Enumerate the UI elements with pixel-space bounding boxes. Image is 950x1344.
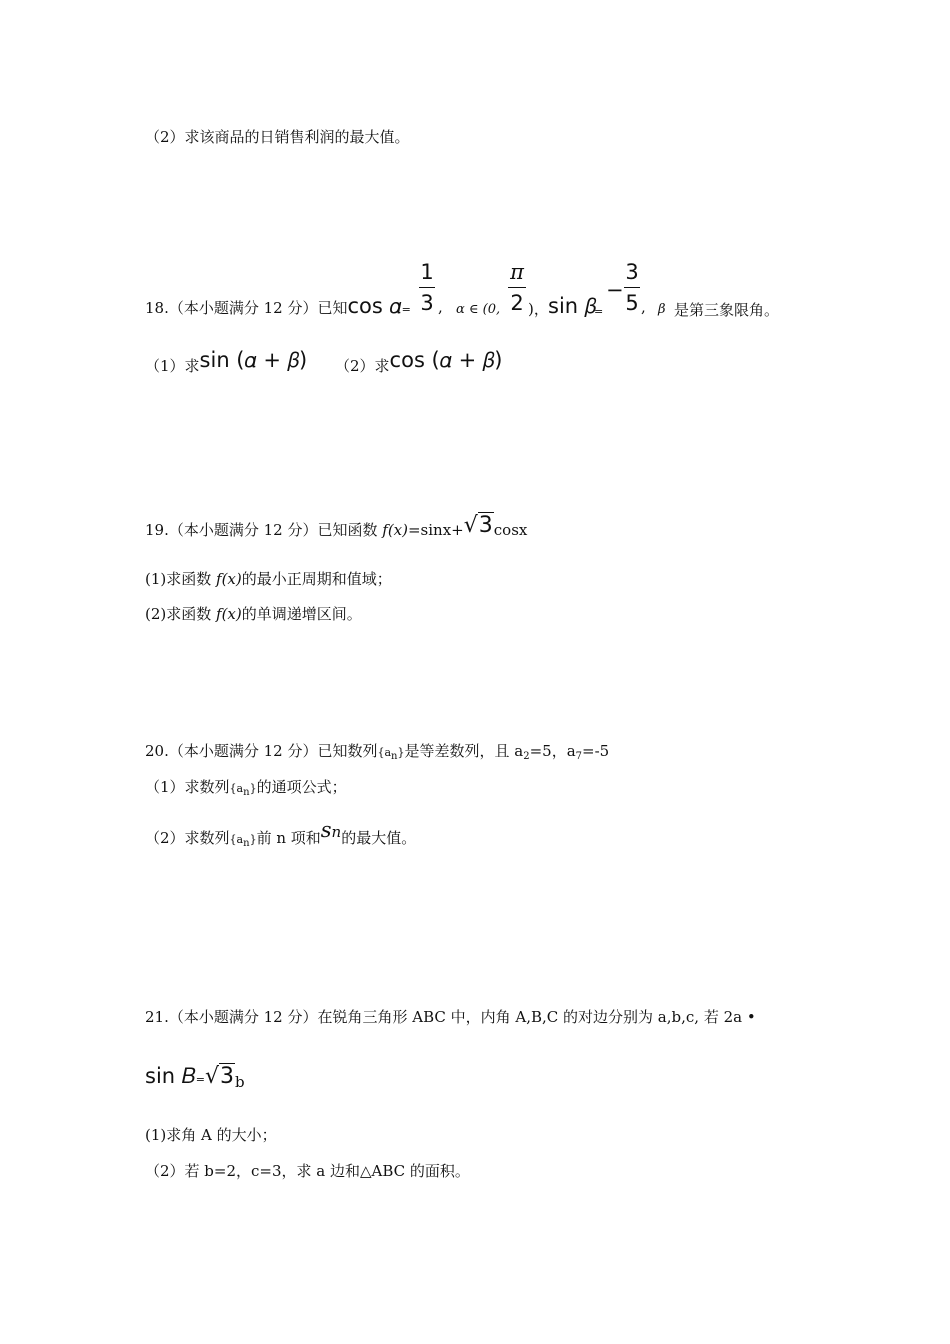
q19-part2-a: (2)求函数 <box>145 605 212 623</box>
q18-stem <box>145 296 411 317</box>
cos-alpha-plus-beta: cos (𝛼 + 𝛽) <box>389 348 503 372</box>
q20-prefix: 20.（本小题满分 12 分）已知数列 <box>145 742 378 760</box>
q20-part1-b: 的通项公式； <box>256 778 347 796</box>
q19-part1-b: 的最小正周期和值域； <box>241 570 392 588</box>
q19-prefix: 19.（本小题满分 12 分）已知函数 <box>145 521 378 539</box>
q18-part1 <box>145 348 308 375</box>
function-f-of-x: f(x) <box>216 570 242 588</box>
function-f-of-x: f(x) <box>216 605 242 623</box>
fraction-bar <box>624 287 640 288</box>
seq-an: {an} <box>229 833 257 849</box>
sqrt-three: √3 <box>204 1064 234 1089</box>
q18-part1-label: （1）求 <box>145 357 200 375</box>
q19-stem <box>145 513 528 540</box>
q20-part1-a: （1）求数列 <box>145 778 230 796</box>
q18-suffix: 是第三象限角。 <box>674 301 780 319</box>
q18-beta: β <box>658 302 666 317</box>
frac-denominator: 2 <box>510 291 524 315</box>
eq-sign: = <box>195 1073 205 1086</box>
q18-comma: , <box>438 298 443 316</box>
a7-value: =-5 <box>582 742 610 760</box>
q20-part2 <box>145 818 417 849</box>
q20-mid: 是等差数列，且 a <box>404 742 524 760</box>
q18-close-paren: )， <box>528 300 549 318</box>
minus-sign: − <box>606 278 624 302</box>
q19-part1-a: (1)求函数 <box>145 570 212 588</box>
seq-an: {an} <box>229 782 257 798</box>
a2-subscript: 2 <box>523 751 530 762</box>
fraction-bar <box>508 287 526 288</box>
frac-three-fifths <box>624 262 640 314</box>
sin-alpha-plus-beta: sin (𝛼 + 𝛽) <box>199 348 308 372</box>
frac-numerator: 1 <box>420 260 434 284</box>
q19-part2 <box>145 607 362 622</box>
eq-sign: = <box>594 305 604 318</box>
fraction-bar <box>419 287 435 288</box>
q19-cosx: cosx <box>493 521 528 539</box>
q20-stem <box>145 744 609 762</box>
q20-part2-b: 前 n 项和 <box>256 829 321 847</box>
function-f-of-x: f(x) <box>382 521 408 539</box>
a2-value: =5，a <box>529 742 576 760</box>
seq-an: {an} <box>377 746 405 762</box>
q18-prefix: 18.（本小题满分 12 分）已知 <box>145 299 348 317</box>
q20-part2-c: 的最大值。 <box>341 829 417 847</box>
q20-part1 <box>145 780 347 798</box>
radicand: 3 <box>478 513 493 538</box>
q20-part2-a: （2）求数列 <box>145 829 230 847</box>
sum-sn: 𝑠𝑛 <box>320 818 342 842</box>
sqrt-three: √3 <box>463 513 493 538</box>
q18-part2 <box>335 348 503 375</box>
a7-subscript: 7 <box>575 751 583 762</box>
sin-beta: sin 𝛽 <box>548 294 597 318</box>
q18-alpha-domain: α ∈ (0, <box>456 302 501 317</box>
q18-part2-label: （2）求 <box>335 357 390 375</box>
frac-denominator: 3 <box>420 291 434 315</box>
q19-equation: =sinx+ <box>407 521 464 539</box>
q21-condition <box>145 1064 245 1091</box>
q21-stem: 21.（本小题满分 12 分）在锐角三角形 ABC 中，内角 A,B,C 的对边分别为 a,b,c, 若 2a • <box>145 1008 756 1026</box>
q19-part1 <box>145 572 392 587</box>
frac-one-third <box>419 262 435 314</box>
eq-sign: = <box>401 303 411 316</box>
frac-numerator: 𝜋 <box>510 260 524 284</box>
q18-comma-2: , <box>641 298 646 316</box>
radicand: 3 <box>219 1064 234 1089</box>
frac-pi-over-two <box>508 262 526 314</box>
frac-denominator: 5 <box>625 291 639 315</box>
q21-part2: （2）若 b=2，c=3，求 a 边和△ABC 的面积。 <box>145 1162 470 1180</box>
cos-alpha: cos 𝛼 <box>347 294 402 318</box>
q19-part2-b: 的单调递增区间。 <box>241 605 362 623</box>
q17-part2: （2）求该商品的日销售利润的最大值。 <box>145 128 410 146</box>
sin-b: sin 𝐵 <box>145 1064 196 1088</box>
var-b: b <box>234 1073 245 1091</box>
q21-part1: (1)求角 A 的大小； <box>145 1126 277 1144</box>
frac-numerator: 3 <box>625 260 639 284</box>
